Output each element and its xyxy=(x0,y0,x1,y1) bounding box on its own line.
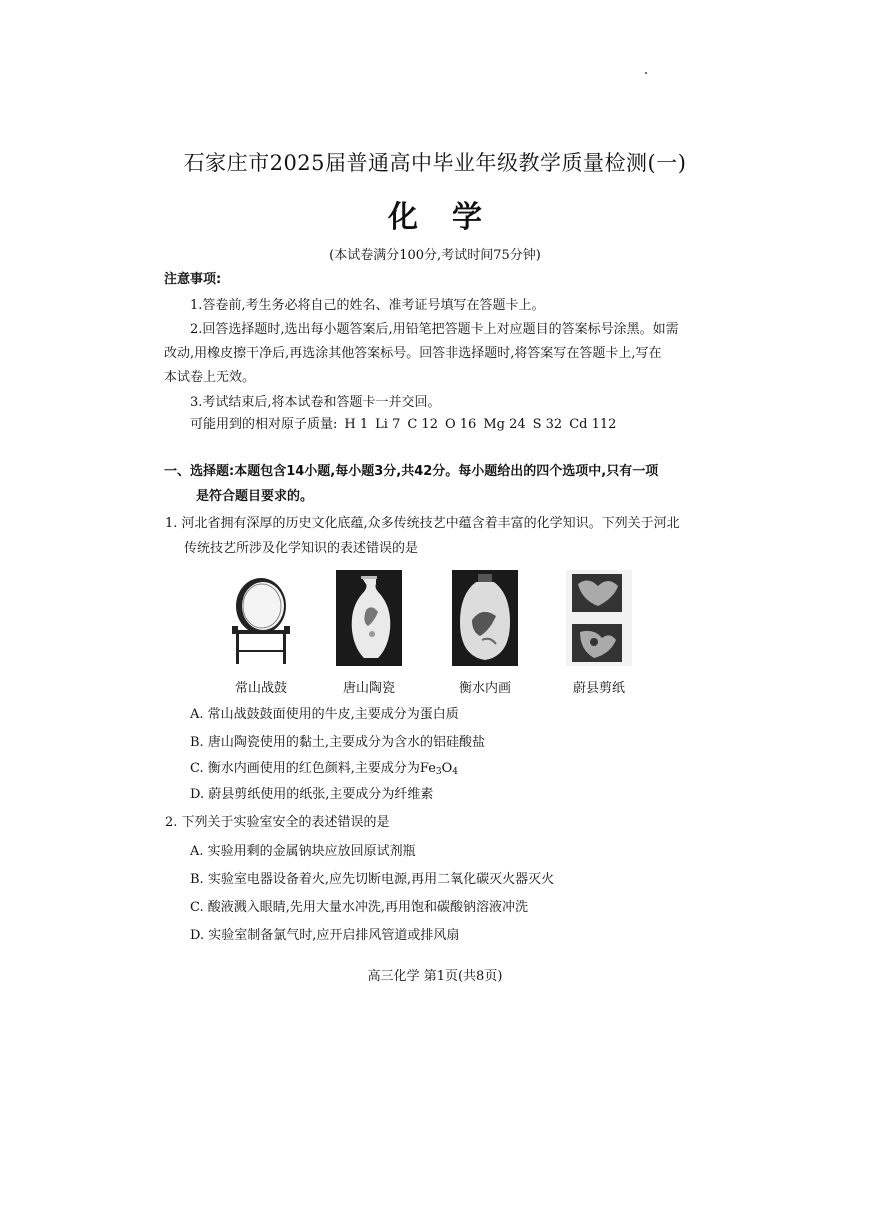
exam-title: 石家庄市2025届普通高中毕业年级教学质量检测(一) xyxy=(183,151,687,175)
atomic-mass-label: 可能用到的相对原子质量: xyxy=(190,417,338,432)
q1-option-c-text: C. 衡水内画使用的红色颜料,主要成分为Fe xyxy=(190,761,436,776)
q1-stem-line-2: 传统技艺所涉及化学知识的表述错误的是 xyxy=(184,541,419,556)
q2-option-d: D. 实验室制备氯气时,应开启排风管道或排风扇 xyxy=(190,928,460,943)
q1-option-b: B. 唐山陶瓷使用的黏土,主要成分为含水的铝硅酸盐 xyxy=(190,735,485,750)
war-drum-image xyxy=(228,570,294,666)
q2-option-a: A. 实验用剩的金属钠块应放回原试剂瓶 xyxy=(190,844,416,859)
q1-option-c-oxygen: O xyxy=(441,761,453,776)
caption-war-drum: 常山战鼓 xyxy=(234,681,287,696)
atomic-mass-cd: Cd 112 xyxy=(569,417,617,432)
caption-paper-cut: 蔚县剪纸 xyxy=(572,681,625,696)
notes-heading: 注意事项: xyxy=(164,272,222,287)
note-item-3: 3.考试结束后,将本试卷和答题卡一并交回。 xyxy=(190,395,441,410)
q1-option-a: A. 常山战鼓鼓面使用的牛皮,主要成分为蛋白质 xyxy=(190,707,459,722)
section-1-heading: 一、选择题:本题包含14小题,每小题3分,共42分。每小题给出的四个选项中,只有一项 xyxy=(164,464,659,479)
q2-option-c: C. 酸液溅入眼睛,先用大量水冲洗,再用饱和碳酸钠溶液冲洗 xyxy=(190,900,529,915)
q1-option-c xyxy=(190,757,458,784)
atomic-mass-mg: Mg 24 xyxy=(483,417,526,432)
page-footer: 高三化学 第1页(共8页) xyxy=(367,969,503,984)
q2-stem: 2. 下列关于实验室安全的表述错误的是 xyxy=(165,815,390,830)
q1-option-c-sub-4: 4 xyxy=(452,767,459,777)
note-item-2-line-1: 2.回答选择题时,选出每小题答案后,用铅笔把答题卡上对应题目的答案标号涂黑。如需 xyxy=(190,322,679,337)
atomic-mass-h: H 1 xyxy=(344,417,369,432)
atomic-mass-s: S 32 xyxy=(532,417,563,432)
scan-speck xyxy=(645,72,647,74)
q1-option-c-sub-3: 3 xyxy=(435,767,442,777)
note-item-2-line-2: 改动,用橡皮擦干净后,再选涂其他答案标号。回答非选择题时,将答案写在答题卡上,写在 xyxy=(164,346,662,361)
note-item-1: 1.答卷前,考生务必将自己的姓名、准考证号填写在答题卡上。 xyxy=(190,298,545,313)
q2-option-b: B. 实验室电器设备着火,应先切断电源,再用二氧化碳灭火器灭火 xyxy=(190,872,555,887)
caption-inside-painting: 衡水内画 xyxy=(458,681,511,696)
exam-info: (本试卷满分100分,考试时间75分钟) xyxy=(329,248,541,263)
yuxian-paper-cut-image xyxy=(566,570,632,666)
caption-porcelain: 唐山陶瓷 xyxy=(342,681,395,696)
hengshui-inside-painting-image xyxy=(452,570,518,666)
tangshan-porcelain-image xyxy=(336,570,402,666)
q1-stem-line-1: 1. 河北省拥有深厚的历史文化底蕴,众多传统技艺中蕴含着丰富的化学知识。下列关于河北 xyxy=(165,516,680,531)
atomic-mass-line xyxy=(190,413,623,436)
atomic-mass-li: Li 7 xyxy=(375,417,401,432)
q1-option-d: D. 蔚县剪纸使用的纸张,主要成分为纤维素 xyxy=(190,787,434,802)
subject-title: 化学 xyxy=(388,200,516,235)
section-1-heading-cont: 是符合题目要求的。 xyxy=(196,489,314,504)
note-item-2-line-3: 本试卷上无效。 xyxy=(164,370,256,385)
atomic-mass-o: O 16 xyxy=(444,417,477,432)
atomic-mass-c: C 12 xyxy=(407,417,438,432)
